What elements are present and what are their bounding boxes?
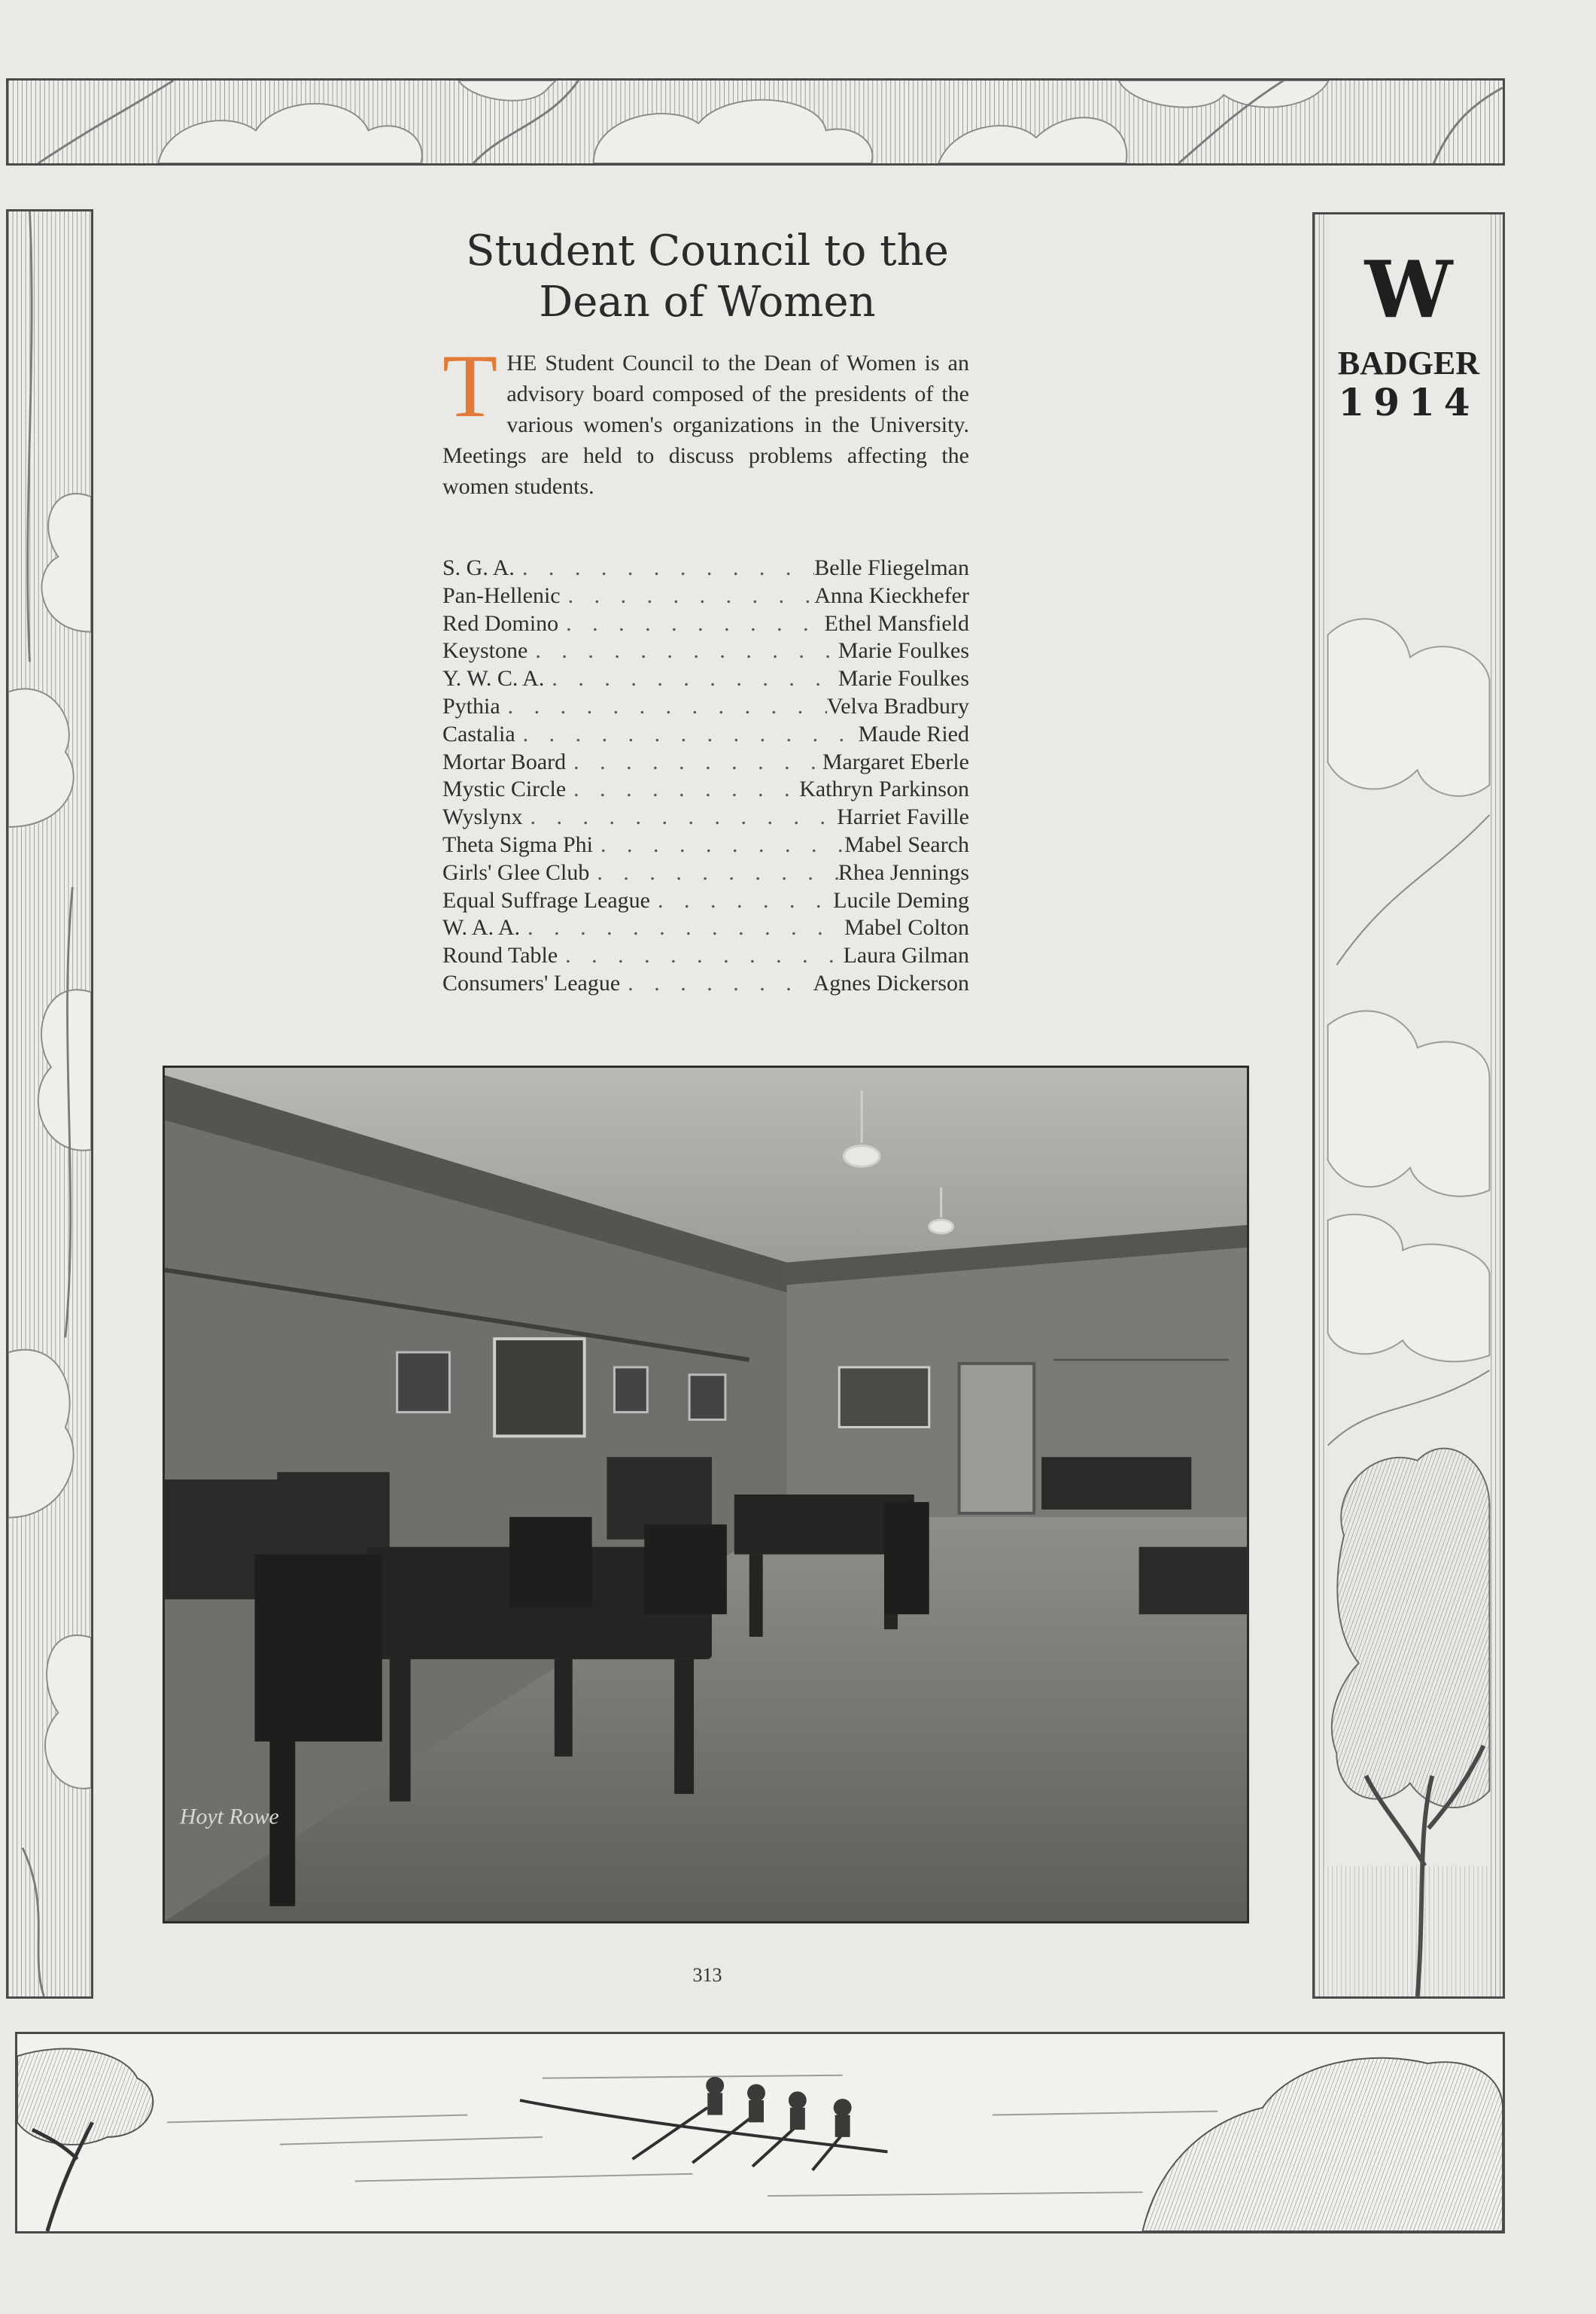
badge-letter: W [1364, 243, 1453, 336]
president-name: Kathryn Parkinson [799, 777, 969, 802]
dot-leader [558, 943, 843, 968]
president-name: Mabel Search [844, 832, 969, 857]
organization-name: Girls' Glee Club [442, 859, 590, 885]
dot-leader [515, 555, 814, 581]
president-name: Laura Gilman [843, 943, 969, 968]
cloud-branch-illustration [8, 81, 1503, 163]
intro-text: HE Student Council to the Dean of Women is an advisory board composed of the presidents of the various women's organizations in the University. Meetings are held to discuss problems affecting the women students. [442, 351, 969, 499]
dot-leader [593, 832, 844, 858]
dot-leader [566, 777, 799, 802]
dot-leader [558, 611, 824, 637]
title-line-2: Dean of Women [539, 278, 876, 327]
rowing-boat [520, 2100, 888, 2170]
organization-name: W. A. A. [442, 915, 521, 941]
president-name: Rhea Jennings [838, 859, 969, 885]
title-line-1: Student Council to the [466, 227, 949, 275]
organization-name: Round Table [442, 943, 558, 968]
dot-leader [544, 666, 838, 692]
tree-drawing [1332, 1449, 1490, 1808]
council-roster [442, 555, 969, 999]
cloud-tree-illustration [1315, 214, 1503, 1996]
dot-leader [561, 583, 815, 609]
roster-row [442, 611, 969, 639]
roster-row [442, 750, 969, 777]
page-number: 313 [692, 1964, 722, 1986]
president-name: Agnes Dickerson [813, 970, 969, 996]
bottom-decorative-border [15, 2032, 1505, 2233]
president-name: Belle Fliegelman [814, 555, 969, 580]
roster-row [442, 555, 969, 583]
roster-row [442, 971, 969, 999]
right-decorative-border [1312, 212, 1505, 1999]
organization-name: Castalia [442, 721, 515, 747]
cloud-column-illustration [8, 211, 91, 1996]
roster-row [442, 888, 969, 916]
organization-name: Mortar Board [442, 749, 567, 774]
organization-name: Equal Suffrage League [442, 887, 650, 913]
top-decorative-border [6, 78, 1505, 166]
organization-name: Wyslynx [442, 804, 523, 830]
roster-row [442, 638, 969, 666]
roster-row [442, 804, 969, 832]
intro-paragraph [442, 336, 969, 502]
badge-year: 1914 [1338, 380, 1479, 424]
president-name: Harriet Faville [837, 804, 969, 830]
left-decorative-border [6, 209, 93, 1999]
organization-name: Y. W. C. A. [442, 666, 545, 692]
dot-leader [527, 638, 838, 664]
room-photograph [163, 1066, 1249, 1923]
organization-name: S. G. A. [442, 555, 515, 580]
dot-leader [589, 860, 838, 886]
president-name: Ethel Mansfield [824, 610, 969, 636]
roster-row [442, 943, 969, 971]
rowing-crew-illustration [17, 2034, 1503, 2231]
president-name: Maude Ried [858, 721, 969, 747]
roster-row [442, 583, 969, 611]
roster-row [442, 666, 969, 694]
organization-name: Pythia [442, 693, 500, 719]
organization-name: Pan-Hellenic [442, 582, 561, 608]
president-name: Marie Foulkes [838, 638, 969, 664]
dot-leader [520, 915, 844, 941]
organization-name: Mystic Circle [442, 777, 567, 802]
dot-leader [515, 722, 859, 747]
dot-leader [566, 750, 822, 775]
organization-name: Keystone [442, 638, 528, 664]
trees-right [1142, 2058, 1503, 2231]
dot-leader [620, 971, 813, 996]
president-name: Margaret Eberle [822, 749, 969, 774]
president-name: Anna Kieckhefer [814, 582, 969, 608]
president-name: Lucile Deming [833, 887, 969, 913]
organization-name: Theta Sigma Phi [442, 832, 593, 857]
photographer-signature [179, 1805, 279, 1829]
reading-room-scene [165, 1068, 1247, 1921]
dot-leader [650, 888, 833, 914]
svg-text:Hoyt Rowe: Hoyt Rowe [179, 1804, 279, 1829]
page-title [436, 226, 978, 328]
roster-row [442, 722, 969, 750]
roster-row [442, 860, 969, 888]
dot-leader [500, 694, 827, 719]
roster-row [442, 694, 969, 722]
president-name: Mabel Colton [844, 915, 969, 941]
roster-row [442, 777, 969, 804]
roster-row [442, 915, 969, 943]
badge-name: BADGER [1337, 345, 1480, 382]
organization-name: Red Domino [442, 610, 559, 636]
roster-row [442, 832, 969, 860]
dot-leader [523, 804, 838, 830]
president-name: Marie Foulkes [838, 666, 969, 692]
organization-name: Consumers' League [442, 970, 621, 996]
drop-cap: T [442, 336, 498, 436]
president-name: Velva Bradbury [826, 693, 969, 719]
